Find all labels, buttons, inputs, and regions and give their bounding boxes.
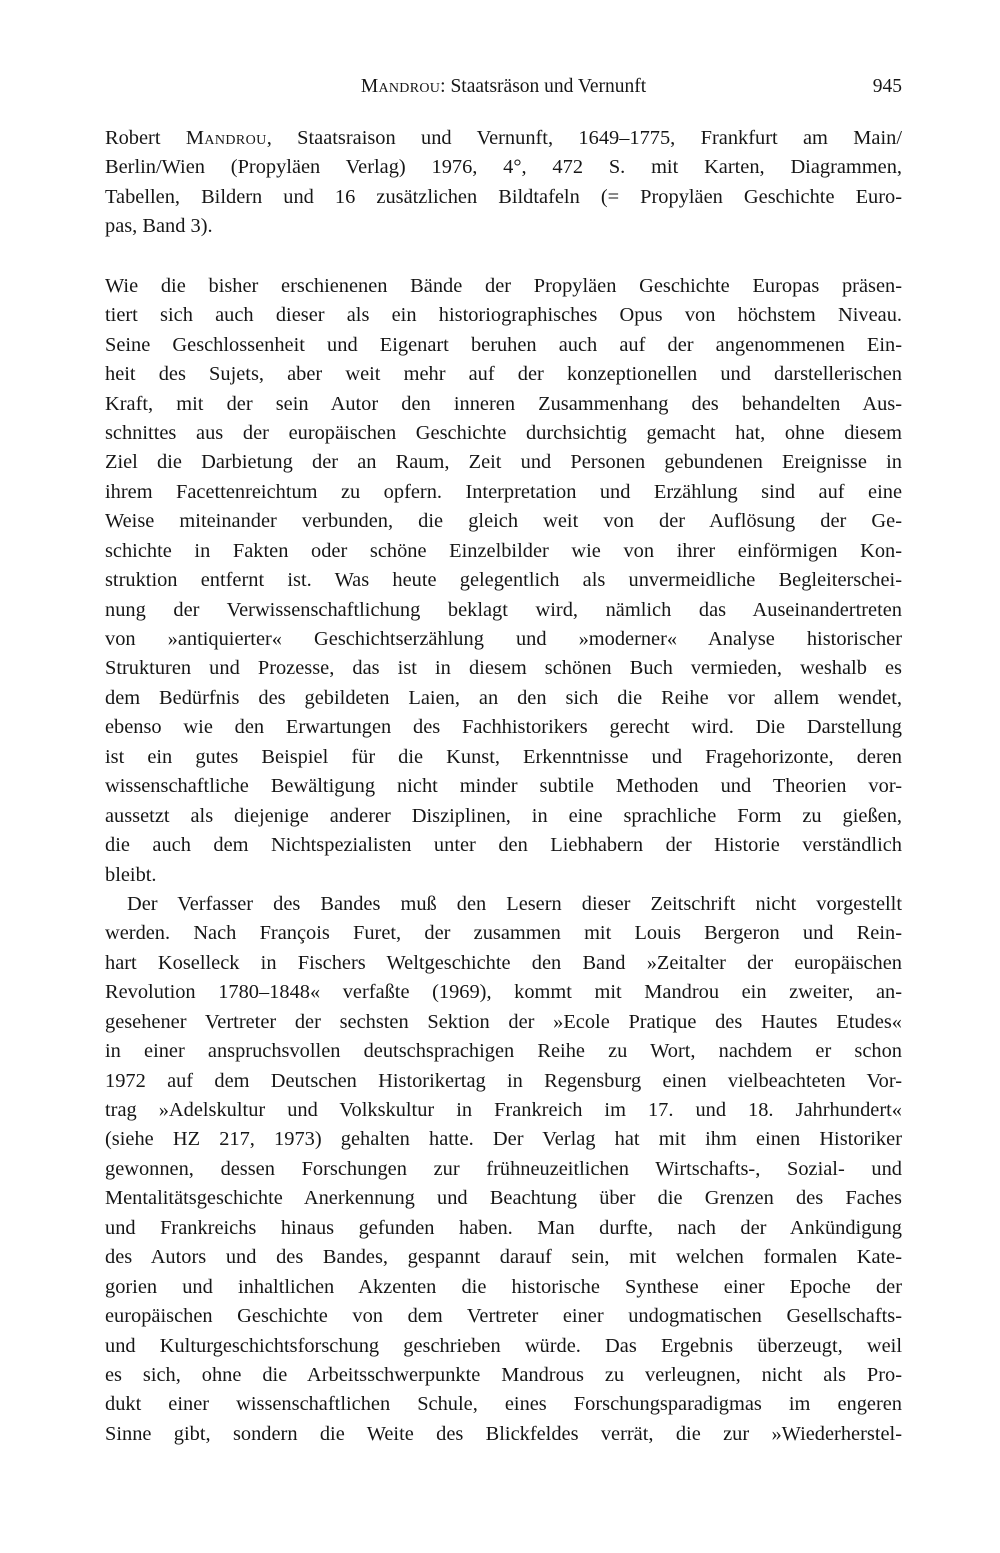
text-line: Seine Geschlossenheit und Eigenart beruhen auch auf der angenommenen Ein- [105, 333, 902, 356]
text-line: europäischen Geschichte von dem Vertreter einer undogmatischen Gesellschafts- [105, 1305, 902, 1328]
review-paragraph-2 [105, 890, 902, 1449]
page-number: 945 [872, 76, 902, 97]
text-line: gorien und inhaltlichen Akzenten die historische Synthese einer Epoche der [105, 1275, 902, 1298]
text-line: gesehener Vertreter der sechsten Sektion der »Ecole Pratique des Hautes Etudes« [105, 1010, 902, 1033]
book-page [105, 72, 902, 1449]
text-line: Strukturen und Prozesse, das ist in diesem schönen Buch vermieden, weshalb es [105, 657, 902, 680]
text-line: und Frankreichs hinaus gefunden haben. Man durfte, nach der Ankündigung [105, 1216, 902, 1239]
citation-line-rest: , Staatsraison und Vernunft, 1649–1775, Frankfurt am Main/ [266, 127, 902, 149]
text-line: aussetzt als diejenige anderer Disziplinen, in eine sprachliche Form zu gießen, [105, 804, 902, 827]
text-line: trag »Adelskultur und Volkskultur in Frankreich im 17. und 18. Jahrhundert« [105, 1099, 902, 1121]
text-line: Sinne gibt, sondern die Weite des Blickfeldes verrät, die zur »Wiederherstel- [105, 1422, 902, 1445]
text-line: und Kulturgeschichtsforschung geschrieben würde. Das Ergebnis überzeugt, weil [105, 1334, 902, 1357]
text-line: Mentalitätsgeschichte Anerkennung und Beachtung über die Grenzen des Faches [105, 1187, 902, 1210]
running-head-title-text: : Staatsräson und Vernunft [440, 76, 647, 97]
author-first-name: Robert [105, 127, 186, 149]
text-line: dem Bedürfnis des gebildeten Laien, an den sich die Reihe vor allem wendet, [105, 686, 902, 709]
text-line: Weise miteinander verbunden, die gleich weit von der Auflösung der Ge- [105, 510, 902, 533]
book-citation [105, 124, 902, 242]
citation-line: pas, Band 3). [105, 215, 213, 238]
citation-line: Berlin/Wien (Propyläen Verlag) 1976, 4°, 472 S. mit Karten, Diagrammen, [105, 156, 902, 179]
text-line: bleibt. [105, 863, 157, 886]
text-line: die auch dem Nichtspezialisten unter den Liebhabern der Historie verständlich [105, 834, 902, 857]
text-line: nung der Verwissenschaftlichung beklagt wird, nämlich das Auseinandertreten [105, 598, 902, 621]
text-line: Wie die bisher erschienenen Bände der Propyläen Geschichte Europas präsen- [105, 274, 902, 297]
citation-lines [105, 153, 902, 241]
text-line: hart Koselleck in Fischers Weltgeschichte den Band »Zeitalter der europäischen [105, 951, 902, 974]
text-line: struktion entfernt ist. Was heute gelegentlich als unvermeidliche Begleiterschei- [105, 569, 902, 592]
text-line: Der Verfasser des Bandes muß den Lesern dieser Zeitschrift nicht vorgestellt [127, 892, 902, 915]
text-line: ihrem Facettenreichtum zu opfern. Interpretation und Erzählung sind auf eine [105, 480, 902, 503]
running-head-title [105, 72, 902, 102]
text-line: schnittes aus der europäischen Geschichte durchsichtig gemacht hat, ohne diesem [105, 421, 902, 444]
text-line: wissenschaftliche Bewältigung nicht minder subtile Methoden und Theorien vor- [105, 775, 902, 798]
running-head [105, 72, 902, 106]
text-line: ist ein gutes Beispiel für die Kunst, Erkenntnisse und Fragehorizonte, deren [105, 745, 902, 768]
text-line: gewonnen, dessen Forschungen zur frühneuzeitlichen Wirtschafts-, Sozial- und [105, 1157, 902, 1180]
text-line: des Autors und des Bandes, gespannt darauf sein, mit welchen formalen Kate- [105, 1246, 902, 1269]
running-head-author: Mandrou [360, 76, 441, 97]
review-paragraph-1 [105, 272, 902, 890]
text-line: ebenso wie den Erwartungen des Fachhistorikers gerecht wird. Die Darstellung [105, 716, 902, 739]
citation-line: Tabellen, Bildern und 16 zusätzlichen Bildtafeln (= Propyläen Geschichte Euro- [105, 185, 902, 208]
text-line: in einer anspruchsvollen deutschsprachigen Reihe zu Wort, nachdem er schon [105, 1040, 902, 1063]
author-surname: Mandrou [185, 127, 267, 149]
section-gap [105, 242, 902, 272]
text-line: tiert sich auch dieser als ein historiographisches Opus von höchstem Niveau. [105, 304, 902, 327]
text-line: Kraft, mit der sein Autor den inneren Zusammenhang des behandelten Aus- [105, 392, 902, 415]
text-line: (siehe HZ 217, 1973) gehalten hatte. Der Verlag hat mit ihm einen Historiker [105, 1128, 902, 1151]
text-line: Revolution 1780–1848« verfaßte (1969), kommt mit Mandrou ein zweiter, an- [105, 981, 902, 1004]
text-line: schichte in Fakten oder schöne Einzelbilder wie von ihrer einförmigen Kon- [105, 539, 902, 562]
text-line: von »antiquierter« Geschichtserzählung und »moderner« Analyse historischer [105, 628, 902, 650]
text-line: heit des Sujets, aber weit mehr auf der konzeptionellen und darstellerischen [105, 363, 902, 386]
text-line: Ziel die Darbietung der an Raum, Zeit und Personen gebundenen Ereignisse in [105, 451, 902, 474]
text-line: werden. Nach François Furet, der zusammen mit Louis Bergeron und Rein- [105, 922, 902, 945]
text-line: es sich, ohne die Arbeitsschwerpunkte Mandrous zu verleugnen, nicht als Pro- [105, 1363, 902, 1386]
text-line: 1972 auf dem Deutschen Historikertag in Regensburg einen vielbeachteten Vor- [105, 1069, 902, 1092]
citation-line [105, 124, 902, 153]
text-line: dukt einer wissenschaftlichen Schule, eines Forschungsparadigmas im engeren [105, 1393, 902, 1416]
